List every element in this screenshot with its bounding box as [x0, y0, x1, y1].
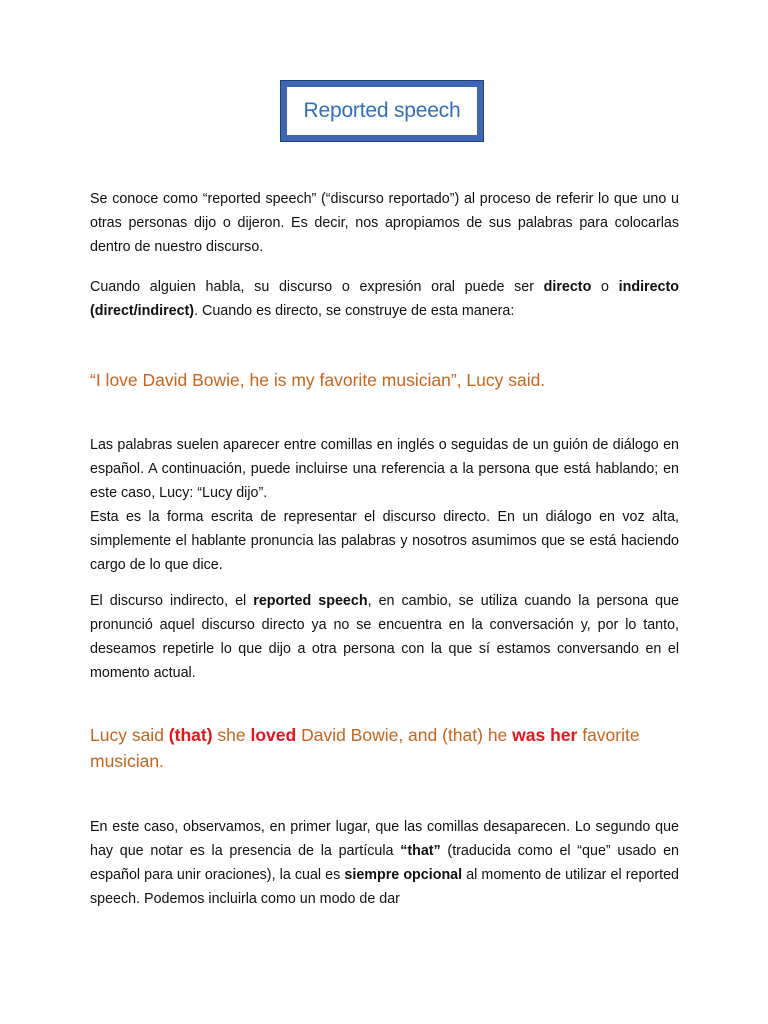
direct-indirect-paragraph — [90, 275, 679, 323]
p4-bold-reported-speech: reported speech — [253, 593, 368, 609]
p2-text-2: o — [591, 279, 619, 295]
page-title: Reported speech — [303, 99, 461, 122]
reported-speech-example — [90, 722, 690, 774]
p5-text-2: (traducida como el “que” usado en español para unir oraciones), la cual es — [90, 843, 679, 883]
p5-text-3: al momento de utilizar el reported speech. Podemos incluirla como un modo de dar — [90, 867, 679, 907]
indirect-speech-paragraph — [90, 589, 679, 685]
p4-text-2: , en cambio, se utiliza cuando la persona que pronunció aquel discurso directo ya no se encuentra en la conversación y, por lo tanto, deseamos repetirle lo que dijo a otra persona con la que sí estamos conversando en el momento actual. — [90, 593, 680, 681]
intro-paragraph: Se conoce como “reported speech” (“discurso reportado”) al proceso de referir lo que uno u otras personas dijo o dijeron. Es decir, nos apropiamos de sus palabras para colocarlas dentro de nuestro discurso. — [90, 191, 679, 255]
quotes-explanation-paragraph — [90, 433, 679, 577]
ex2-highlight-was-her: was her — [512, 725, 578, 745]
p3-line-2: Esta es la forma escrita de representar el discurso directo. En un diálogo en voz alta, simplemente el hablante pronuncia las palabras y nosotros asumimos que se está haciendo cargo de lo que dice. — [90, 509, 679, 573]
title-box — [281, 81, 483, 141]
ex2-text-3: David Bowie, and (that) he — [296, 725, 513, 745]
p5-text-1: En este caso, observamos, en primer lugar, que las comillas desaparecen. Lo segundo que hay que notar es la presencia de la partícula — [90, 819, 679, 859]
that-explanation-paragraph — [90, 815, 679, 911]
ex2-text-1: Lucy said — [90, 725, 169, 745]
direct-speech-example: “I love David Bowie, he is my favorite musician”, Lucy said. — [90, 370, 546, 390]
p2-text-1: Cuando alguien habla, su discurso o expresión oral puede ser — [90, 279, 544, 295]
ex2-highlight-loved: loved — [250, 725, 297, 745]
p5-bold-that: “that” — [400, 843, 441, 859]
p2-text-3: . Cuando es directo, se construye de esta manera: — [194, 303, 515, 319]
ex2-highlight-that: (that) — [168, 725, 213, 745]
p3-line-1: Las palabras suelen aparecer entre comillas en inglés o seguidas de un guión de diálogo en español. A continuación, puede incluirse una referencia a la persona que está hablando; en este caso, Lucy: “Lucy dijo”. — [90, 437, 679, 501]
ex2-text-2: she — [212, 725, 251, 745]
p2-bold-indirecto: indirecto (direct/indirect) — [90, 279, 679, 319]
p2-bold-directo: directo — [543, 279, 592, 295]
p4-text-1: El discurso indirecto, el — [90, 593, 254, 609]
p5-bold-siempre-opcional: siempre opcional — [344, 867, 463, 883]
ex2-text-4: favorite musician. — [90, 725, 640, 771]
